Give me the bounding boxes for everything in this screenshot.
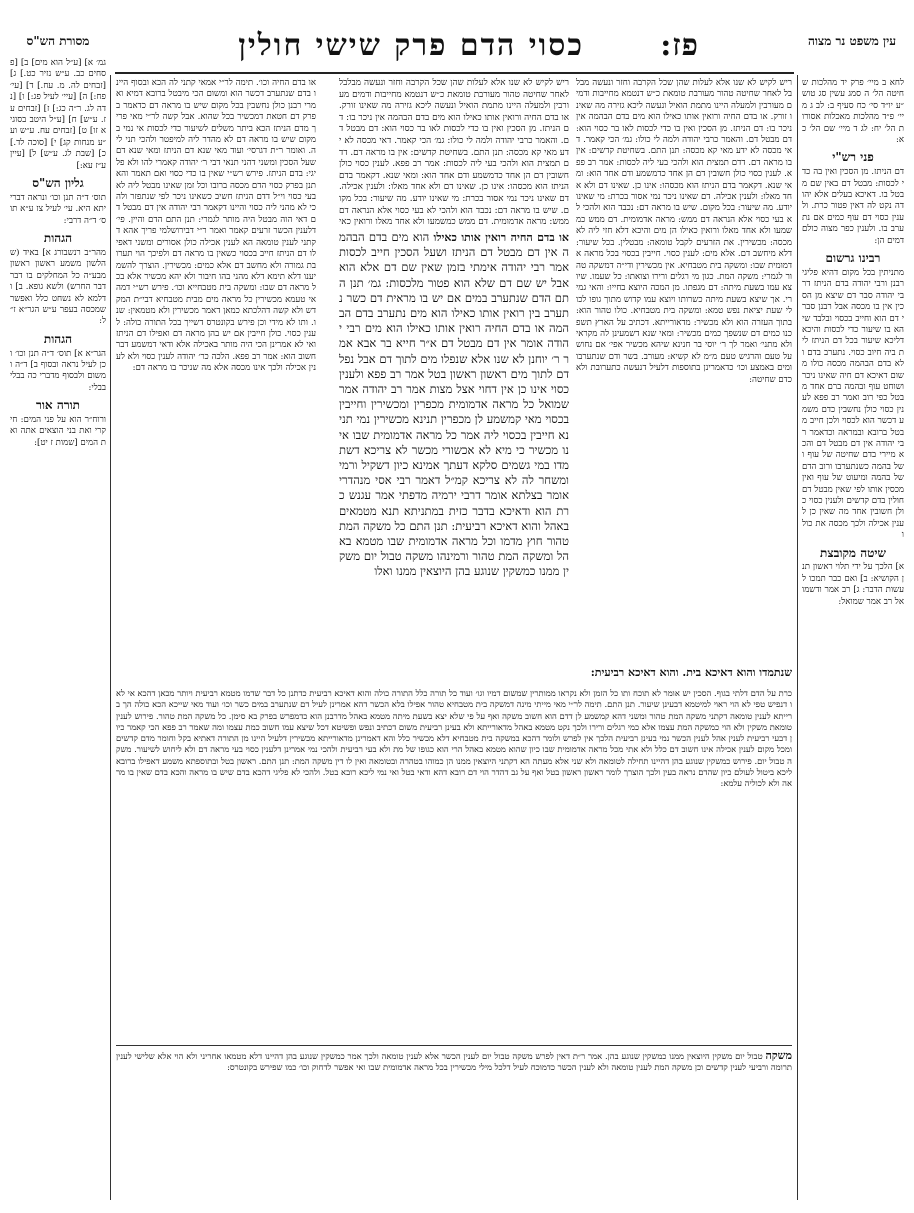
ein-mishpat-text: לחא ב מיי׳ פרק יד מהלכות שחיטה הל׳ ה סמג עשין סג טוש״ע יו״ד סי׳ כח סעיף ב: לב ג מיי׳ פ״ד מהלכות מאכלות אסורות הל׳ יח: לג ד מיי׳ שם הל׳ כא: bbox=[802, 78, 904, 146]
chapter-title: כסוי הדם פרק שישי חולין bbox=[238, 28, 584, 63]
shita-mekubetzet-title: שיטה מקובצת bbox=[820, 545, 886, 560]
gemara-text: הוא מים בדם הבהמה אין דם מבטל דם הניתז ושעל הסכין חייב לכסות אמר רבי יהודה אימתי בזמן שאין שם דם אלא הוא אבל יש שם דם שלא הוא פטור מלכסות: גמ׳ תנן התם הדם שנתערב במים אם יש בו מראית דם כשר נתערב בין רואין אותו כאילו הוא מים נתערב בדם הבהמה או בדם החיה רואין אותו כאילו הוא מים רבי יהודה אומר אין דם מבטל דם א״ר חייא בר אבא אמר ר׳ יוחנן לא שנו אלא שנפלו מים לתוך דם אבל נפל דם לתוך מים ראשון ראשון בטל אמר רב פפא ולענין כסוי אינו כן אין דחוי אצל מצות אמר רב יהודה אמר שמואל כל מראה אדמומית מכפרין ומכשירין וחייבין בכסוי מאי קמשמע לן מכפרין תנינא מכשירין נמי תנינא חייבין בכסוי ליה אמר כל מראה אדמומית שבו אינו מכשיר כי מיא לא אכשורי מכשר לא צריכא דשתמדו במי גשמים סלקא דעתך אמינא כיון דשקיל ורמי ומשחר לה לא צריכא קמ״ל דאמר רבי אסי מנהדרי אומר בצלתא אומר דרבי ירמיה מדפתי אמר עגנש כרת הוא ודאיכא בדבר כזית במתניתא תנא מטמאים באהל והוא דאיכא רביעית: תנן התם כל משקה המת טהור חוץ מדמו וכל מראה אדמומית שבו מטמא באהל ומשקה המת טהור ורמינהו משקה טבול יום משקין ממנו כמשקין שנוגע בהן היוצאין ממנו ואלו bbox=[339, 230, 569, 579]
bottom-rule bbox=[116, 1045, 792, 1046]
header-rule bbox=[115, 72, 794, 74]
hagahot-text: מהר״ב רנשבורג א] באיד (שהלשון משמע ראשון ראשון מבע״ה כל המחלקים בו דבר דבר החרש) ולשא גופא. ב] ודלמא לא נשחט כלל ואפשר שמכסה בעפר ע״ש הגר״א ז״ל: bbox=[10, 247, 106, 327]
page-header bbox=[0, 28, 914, 76]
rashi-text: ריש לקיש לא שנו אלא לעלות שהן שכל הקרבה וחזר ונעשה מבלבל לאחר שחיטה טהור מעורבת טומאת כ״ש דנטמא מחייבות ודמים מעורבין ולמעלה היינו מתמת הואיל ונעשה ליכא גזירה מה שאינו זורק. או בדם החיה ורואין אותו כאילו הוא מים בדם הבהמה אין ניכר בו: דם הניתז. מן הסכין ואין בו כדי לכסות לאו בר כסוי הוא: דם מבטל דם. והאמר כרבי יהודה ולמה לי כולו: גמ׳ הכי קאמר. דאי מכסה לא ידע מאי קא מכסה: תנן התם. בשחיטת קדשים: אין בו מראה דם. דדם תמצית הוא ולהכי בעי ליה לכסות: אמר רב פפא. לענין כסוי כולן חשובין דם הן אחד כדמשמע ודם אחד הוא: ומאי שנא. דקאמר בדם הניתז הוא מכסהו: אינו כן. שאינו דם ולא אחד מאלו: ולענין אכילה. דם שאינו ניכר נמי אסור בכרת: מי שאינו יודע. מה שיעור: בכל מקום. שיש בו מראה דם: נכבד הוא ולהכי לא בעי כסוי אלא הנראה דם ממש: מראה אדמומית. דם ממש כמשמעו ולא אחד מאלו ורואין כאילו הן מים והיכא דלא חזי ליה לא מכסה: מכשירין. את הזרעים לקבל טומאה: מבטלין. בכל שיעור: דלא מיחשב דם. אלא מים: לענין כסוי. חייבין בכסוי בכל מראה אדמומית שבו: ומשקה בית מטבחיא. אין מכשירין ודי״ה דמשקה טהור לגמרי: משקה המת. כגון מי רגלים ורירו וצואתו: כל שעמו. שיוצא עמו בשעת מיתה: דם מגפתו. מן המכה היוצא בחייו: והאי גמירי. אך שיצא בשעת מיתה כשרותו ויוצא עמו קדוש מתוך גופו לכולי שעת יציאת נפש טמא: ומשקה בית מטבחיא. כולו טהור הוא: בתוך העזרה הוא ולא מכשיר: מדאורייתא. דכתיב על הארץ תשפכנו כמים דם שנשפך כמים מכשיר: ומאי שנא דשמעינן לה מקראי ולא מתני׳ ואמר לך ר׳ יוסי בר חנינא שיהא מכשיר אפי׳ אם נחוש על טעם והרגיש טעם מ״מ לא קשיא: מעורב. בשר ודם שנתערבו ומים באמצע וכו׳ כדאמרינן בתוספות דלעיל דנעשה כתערובת ולא כדם שחיטה: bbox=[576, 78, 792, 385]
gemara-column bbox=[339, 230, 569, 630]
gilyon-text: תוס׳ ד״ה תנן וכו׳ ונראה דברייתא היא. עי׳ לעיל צז ע״א תוס׳ ד״ה דרבי: bbox=[10, 192, 106, 226]
bottom-commentary bbox=[116, 688, 792, 1038]
final-commentary-text: טבול יום משקין היוצאין ממנו כמשקין שנוגע בהן. אמר ר״ת דאין לפרש משקה טבול יום לענין הכשר אלא לענין טומאה ולכך אמר כמשקין שנוגע בהן דהיינו דלא מטמאו אחריני ולא הוי אלא שלישי לענין תרומה ורביעי לענין קדשים וכן משקה המת לענין טומאה ולא לענין הכשר כדמוכח לעיל דלכל מילי מכשירין בכל מראה אדמומית שבו ואי אפשר לדחוק וכו׳ כמו שפירש בקונטרס: bbox=[116, 1051, 792, 1073]
pnei-rashi-title: פני רש"י bbox=[832, 150, 874, 165]
right-margin-rule bbox=[797, 75, 798, 1200]
rabbenu-gershom-text: מתניתין בכל מקום דהיא פליגי רבנן ורבי יהודה בדם הניתז דרבי יהודה סבר דם שיצא מן הסכין אין בו מכסה אבל רבנן סברי דם הוא וחייב בכסוי ובלבד שיהא בו שיעור כדי לכסות והיכא דליכא שיעור בכל דם הניתז לית ביה חיוב כסוי. נתערב בדם ולא בדם הבהמה מכסה כולו משום דאיכא דם חיה שאינו ניכר ושוחט עוף ובהמה ברם אחד מבטל כפי רוב ואמר רב פפא לענין כסוי כולן נחשבין כדם משמע דכשר הוא לכסוי ולכן חייב מבטל ברובא ובמראה וכדאמר רבי יהודה אין דם מבטל דם והכא מיירי בדם שחיטה של עוף ושל בהמה כשנתערבו ורוב הדם של בהמה ומיעוט של עוף ואין מכסין אותו לפי שאין מבטל דם חולין בדם קדשים ולענין כסוי כולן חשובין אחד מה שאין כן לענין אכילה ולכך מכסה את כולו bbox=[802, 267, 904, 541]
ein-mishpat-title: עין משפט נר מצוה bbox=[807, 34, 897, 48]
masoret-title: מסורת הש"ס bbox=[26, 34, 90, 48]
left-margin-rule bbox=[110, 75, 111, 1200]
tosafot-text: או בדם החיה וכו׳. תימה לר״י אמאי קתני לה הכא ובסוף היינו בדם שנתערב דכשר הוא ומשום הכי מיבטל ברובא דמיא ואמרי רבנן כולן נחשבין בכל מקום שיש בו מראה דם כדאמר בפרק דם חטאת דמכשיר בכל שהוא. אבל קשה לר״י מאי פריך מדם הניתז הכא ביתר משלים לשיעור כדי לכסות אי נמי במקום שיש בו מראה דם לא מהדר ליה למיפטר ולהכי תני ליה. ואומר ר״ת דגרסי׳ ועוד מאי שנא דם הניתז ומאי שנא דם שעל הסכין ומשני דהני תנאי דבי ר׳ יהודה קאמרי להו ולא פליגי: בדם הניתז. פירש רש״י שאין בו כדי כסוי ואם תאמר והא תנן בפרק כסוי הדם מכסה ברובו וכל זמן שאינו מבטל ליה לא בעי כסוי וי״ל דדם הניתז חשיב כשאינו ניכר לפי שנתפזר ולהכי לא מהני ליה כסוי והיינו דקאמר רבי יהודה אין דם מבטל דם דאי הוה מבטל היה מותר לגמרי: תנן התם הדם והיין. פי׳ דלענין הכשר זרעים קאמר ואמר ר״י דבירושלמי פריך אהא דקתני לענין טומאה הא לענין אכילה כולן אסורים ומשני דאפילו דם הניתז חייב בכסוי כשאין בו מראה דם ולפיכך הוי תערובת גמורה ולא מחשב דם אלא כמים: מכשירין. הוצרך להשמיענו דלא תימא דלא מהני בהו חיבור ולא יהא מכשיר אלא בכל מראה דם שבו: ומשקה בית מטבחייא וכו׳. פירש רש״י דמהאי טעמא מכשירין כל מראה מים מבית מטבחיא דבי״ת המקדש ולא קשה דהלכתא כמאן דאמר מכשירין ולא מטמאין: שנו. ותו לא מידי וכן פירש בקונטרס דשייך בכל התורה כולה: לענין כסוי. כולן חייבין אם יש בהן מראה דם ואפילו דם הניתז ואי לא אמרינן הכי היה מותר באכילה אלא ודאי דמשמע דבר חשוב הוא: אמר רב פפא. הלכה כר׳ יהודה לענין כסוי ולא לענין אכילה ולכך אינו מכסה אלא מה שניכר בו מראה דם: bbox=[116, 78, 316, 374]
masoret-text: גמ׳ א] [ע״ל הוא מים] ב] [פסחים כב. ע״ש נזיר כט.] ג] [זבחים לה. מ. עח.] ד] [עי׳ פח:] ה] [עיי׳ לעיל פג:] ו] [נדה לג. ר״ה כג:] ז] [זבחים עז. ע״ש] ח] [ע״ל היטב בסוגיא זו] ט] [זבחים עח. ע״ש וע״ע מנחות קג] י] [סוכה לד.] כ] [שבת לג. ע״ש] ל] [עיין ע״ז עא:] bbox=[10, 58, 106, 171]
final-commentary bbox=[116, 1050, 792, 1200]
hagahot-title: הגהות bbox=[43, 231, 73, 246]
hagahot-gra-text: הגר״א א] תוס׳ ד״ה תנן וכו׳ וכן לעיל נראה ובסוף ב] ד״ה ומשום ולבסוף מדברי כה בבלי בבלי: bbox=[10, 348, 106, 393]
gilyon-title: גליון הש"ס bbox=[32, 176, 84, 191]
rabbenu-gershom-title: רבינו גרשום bbox=[825, 251, 881, 266]
rashi-top-text: ריש לקיש לא שנו אלא לעלות שהן שכל הקרבה וחזר ונעשה מבלבל לאחר שחיטה טהור מעורבת טומאת כ״ש דנטמא מחייבות ודמים מעורבין ולמעלה היינו מתמת הואיל ונעשה ליכא גזירה מה שאינו זורק. או בדם החיה ורואין אותו כאילו הוא מים בדם הבהמה אין ניכר בו: דם הניתז. מן הסכין ואין בו כדי לכסות לאו בר כסוי הוא: דם מבטל דם. והאמר כרבי יהודה ולמה לי כולו: גמ׳ הכי קאמר. דאי מכסה לא ידע מאי קא מכסה: תנן התם. בשחיטת קדשים: אין בו מראה דם. דדם תמצית הוא ולהכי בעי ליה לכסות: אמר רב פפא. לענין כסוי כולן חשובין דם הן אחד כדמשמע ודם אחד הוא: ומאי שנא. דקאמר בדם הניתז הוא מכסהו: אינו כן. שאינו דם ולא אחד מאלו: ולענין אכילה. דם שאינו ניכר נמי אסור בכרת: מי שאינו יודע. מה שיעור: בכל מקום. שיש בו מראה דם: נכבד הוא ולהכי לא בעי כסוי אלא הנראה דם ממש: מראה אדמומית. דם ממש כמשמעו ולא אחד מאלו ורואין כאי bbox=[339, 78, 569, 226]
bottom-commentary-text: כרת על הדם דלתי בגוף. הסכין יש אומר לא תוכח ותו כל הזמן ולא נקראו ממותרין שמשום דמיו וגו׳ ועוד כל תורה כלל התורה כולה והוא דאיכא רביעית כדתנן כל דבר שדמו מטמא רביעית ויותר מכאן דהכא אי לאו דנפיש טפי לא הוי ראוי למיטמא דבעינן שיעור. תנן התם. תימה לר״י מאי מייתי מינה דמשקה בית מטבחיא טהור אפילו בלא הכשר דהא אמרינן לעיל דם שנתערב במים כשר וכו׳ ועוד מאי שייכא הכא כולה הך ברייתא לענין טומאה דקתני משקה המת טהור ומשני דהא קמשמע לן דדם הוא חשוב משקה ואף על פי שלא יצא בשעת מיתה מטמא באהל מדרבנן הוא כדמפרש בפרק בא סימן. כל משקה המת טהור. פירוש לענין טומאת משקין ולא הוי כמשקה המת עצמו אלא כמי רגלים ורירו ולכך נקט מטמא באהל מדאורייתא ולא בעינן רביעית משום דכתיב ונפש ופשיטא דכל שיצא עמו חשוב כמת עצמו ומה שאמר רב פפא הכי קאמר כיון דבעי רביעית לענין אהל לענין הכשר נמי בעינן רביעית הלכך אין לפרש ולומר דהכא במשקה בית מטבחיא דלא מכשיר כלל והא דאמרינן מדאורייתא מכשירין דלעיל היינו מן התורה דאתיא בקל וחומר מדם קדשים ומכל מקום לענין אכילה אינו חשוב דם כלל ולא אתי מכל מראה אדמומית שבו כיון שהוא מטמא באהל הרי הוא כגופו של מת ולא בעי רביעית ולהכי נמי אמרינן דלענין כסוי בעי מראה דם ולא ליחוש לשיעור. משקה טבול יום. פירוש כמשקין שנוגע בהן דהיינו תחילה לטומאה ולא שני אלא מעתה הא דקתני היוצאין ממנו הן כמוהו בטהרה ובטומאה ואין לו דין משקה המת: תנן התם. ראשון בטל ובתוספתא משמע דאפילו ברובא ליכא ביטול לעולם כיון שהדם נראה בעין ולכך הוצרך לומר ראשון ראשון בטל ואף על גב דהדר הוי דם רובא דהא ודאי בטל ואי נמי ליכא רובא בטל. ולהכי לא פליגי דהכא בדם שיש בו מראה והכא בדם שאין בו מראה ולא לכוליה עלמא: bbox=[116, 688, 792, 789]
tosafot-column bbox=[116, 78, 316, 658]
right-margin-column bbox=[802, 78, 904, 1198]
shita-mekubetzet-text: א] הלכך על ידי תלוי ראשון תנן הקושיא: ב] ואם כבר תמכו לעשות הדבר: ג] רב אמר ודשמואל רב אמר שמואל: bbox=[802, 562, 904, 607]
mishnah-opening: או בדם החיה רואין אותו כאילו bbox=[433, 231, 569, 244]
rashi-column bbox=[576, 78, 792, 658]
hagahot-gra-title: הגהות bbox=[43, 331, 73, 346]
left-margin-column bbox=[10, 58, 106, 1198]
pnei-rashi-text: דם הניתז. מן הסכין ואין בה כדי לכסות: מבטל דם באין שם מבטל בו. דאיכא בעלים אלא יהודה נקט לה דאין פטור כרת. ולענין כסוי דם עוף כמים אם נתערב בו. ולענין כפר מצוה כולם דמים הן: bbox=[802, 167, 904, 246]
gemara-bold-line bbox=[116, 665, 792, 681]
torah-or-text: ורוח״ר הוא על פני המים: חי קרי ואת בני הוצאים אתה ואת המים [שמות ז יט]: bbox=[10, 414, 106, 448]
gemara-bold-text: שנתמדו והוא דאיכא בית. והוא דאיכא רביעית: bbox=[590, 666, 792, 679]
daf-number: פז: bbox=[660, 28, 699, 63]
final-dibur-label: משקה bbox=[765, 1050, 792, 1062]
torah-or-title: תורה אור bbox=[35, 398, 81, 413]
rashi-top-center bbox=[339, 78, 569, 226]
